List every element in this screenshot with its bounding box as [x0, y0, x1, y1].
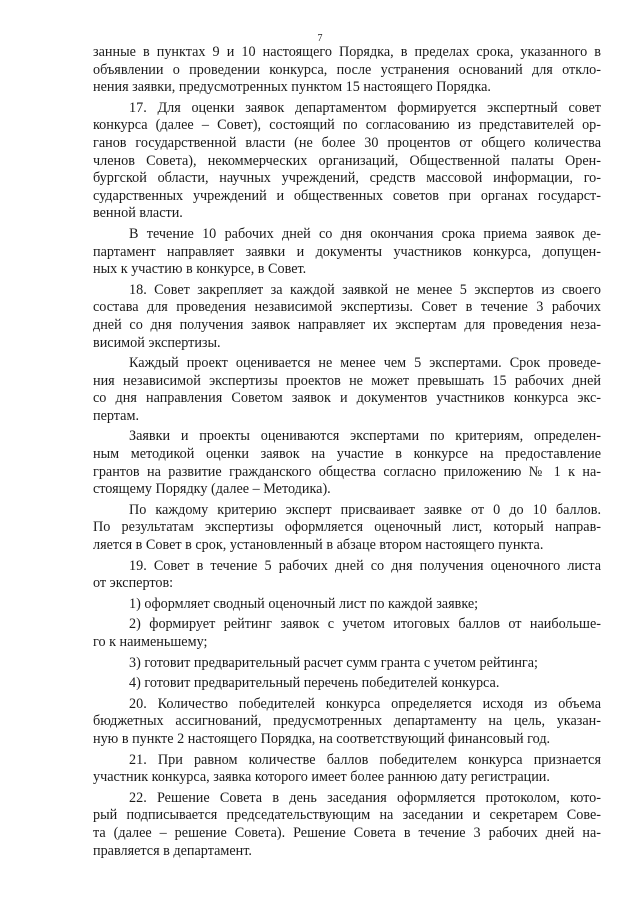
- paragraph-line: висимой экспертизы.: [93, 334, 221, 351]
- paragraph-line: 2) формирует рейтинг заявок с учетом итоговых баллов от наибольше-: [129, 616, 601, 633]
- paragraph-line: со дня направления Советом заявок и документов участников конкурса экс-: [93, 390, 601, 407]
- paragraph-line: партамент направляет заявки и документы участников конкурса, допущен-: [93, 243, 601, 260]
- paragraph-line: участник конкурса, заявка которого имеет более раннюю дату регистрации.: [93, 769, 550, 786]
- paragraph-line: венной власти.: [93, 205, 183, 222]
- paragraph-line: конкурса (далее – Совет), состоящий по согласованию из представителей ор-: [93, 117, 601, 134]
- paragraph-line: бургской области, научных учреждений, средств массовой информации, го-: [93, 170, 601, 187]
- paragraph: [93, 696, 601, 749]
- paragraph: [93, 790, 601, 860]
- paragraph-line: ным методикой оценки заявок на участие в конкурсе на предоставление: [93, 446, 601, 463]
- paragraph: [93, 44, 601, 97]
- paragraph-line: Каждый проект оценивается не менее чем 5 экспертами. Срок проведе-: [129, 355, 601, 372]
- paragraph: [93, 428, 601, 498]
- paragraph-line: 3) готовит предварительный расчет сумм гранта с учетом рейтинга;: [129, 654, 538, 671]
- paragraph-line: 17. Для оценки заявок департаментом формируется экспертный совет: [129, 99, 601, 116]
- paragraph: [93, 226, 601, 279]
- paragraph-line: бюджетных ассигнований, предусмотренных департаменту на цель, указан-: [93, 713, 601, 730]
- document-body: [93, 44, 601, 860]
- paragraph: [93, 355, 601, 425]
- paragraph: [93, 675, 601, 693]
- paragraph-line: Заявки и проекты оцениваются экспертами по критериям, определен-: [129, 428, 601, 445]
- paragraph-line: 1) оформляет сводный оценочный лист по каждой заявке;: [129, 595, 479, 612]
- paragraph-line: рый подписывается председательствующим на заседании и секретарем Сове-: [93, 807, 601, 824]
- paragraph-line: 19. Совет в течение 5 рабочих дней со дня получения оценочного листа: [129, 557, 601, 574]
- paragraph-line: занные в пунктах 9 и 10 настоящего Порядка, в пределах срока, указанного в: [93, 44, 601, 60]
- paragraph-line: сударственных учреждений и общественных советов при органах государст-: [93, 187, 601, 204]
- paragraph-line: нения заявки, предусмотренных пунктом 15 настоящего Порядка.: [93, 79, 491, 96]
- paragraph-line: стоящему Порядку (далее – Методика).: [93, 481, 331, 498]
- paragraph: [93, 100, 601, 223]
- paragraph-line: 22. Решение Совета в день заседания оформляется протоколом, кото-: [129, 789, 601, 806]
- paragraph-line: В течение 10 рабочих дней со дня окончания срока приема заявок де-: [129, 225, 601, 242]
- paragraph-line: ных к участию в конкурсе, в Совет.: [93, 261, 307, 278]
- paragraph-line: По каждому критерию эксперт присваивает заявке от 0 до 10 баллов.: [129, 501, 601, 518]
- paragraph: [93, 502, 601, 555]
- paragraph: [93, 282, 601, 352]
- page-number: 7: [317, 33, 323, 44]
- paragraph: [93, 752, 601, 787]
- paragraph: [93, 558, 601, 593]
- paragraph-line: 18. Совет закрепляет за каждой заявкой не менее 5 экспертов из своего: [129, 281, 601, 298]
- paragraph-line: По результатам экспертизы оформляется оценочный лист, который направ-: [93, 519, 601, 536]
- paragraph-line: ганов государственной власти (не более 30 процентов от общего количества: [93, 134, 601, 151]
- paragraph-line: от экспертов:: [93, 575, 174, 592]
- paragraph-line: ния независимой экспертизы проектов не может превышать 15 рабочих дней: [93, 372, 601, 389]
- paragraph-line: грантов на развитие гражданского общества согласно приложению № 1 к на-: [93, 463, 601, 480]
- paragraph-line: состава для проведения независимой экспертизы. Совет в течение 3 рабочих: [93, 299, 601, 316]
- paragraph-line: го к наименьшему;: [93, 634, 208, 650]
- paragraph-line: 21. При равном количестве баллов победителем конкурса признается: [129, 751, 601, 768]
- paragraph: [93, 616, 601, 651]
- paragraph-line: ляется в Совет в срок, установленный в абзаце втором настоящего пункта.: [93, 537, 544, 554]
- paragraph-line: пертам.: [93, 407, 139, 424]
- paragraph-line: та (далее – решение Совета). Решение Совета в течение 3 рабочих дней на-: [93, 824, 601, 841]
- paragraph-line: дней со дня получения заявок направляет их экспертам для проведения неза-: [93, 316, 601, 333]
- paragraph-line: членов Совета), некоммерческих организаций, Общественной палаты Орен-: [93, 152, 601, 169]
- paragraph-line: 4) готовит предварительный перечень победителей конкурса.: [129, 675, 500, 692]
- paragraph-line: объявлении о проведении конкурса, после устранения оснований для откло-: [93, 61, 601, 78]
- paragraph-line: правляется в департамент.: [93, 842, 252, 859]
- paragraph: [93, 596, 601, 614]
- paragraph: [93, 655, 601, 673]
- paragraph-line: 20. Количество победителей конкурса определяется исходя из объема: [129, 695, 601, 712]
- paragraph-line: ную в пункте 2 настоящего Порядка, на соответствующий финансовый год.: [93, 730, 551, 747]
